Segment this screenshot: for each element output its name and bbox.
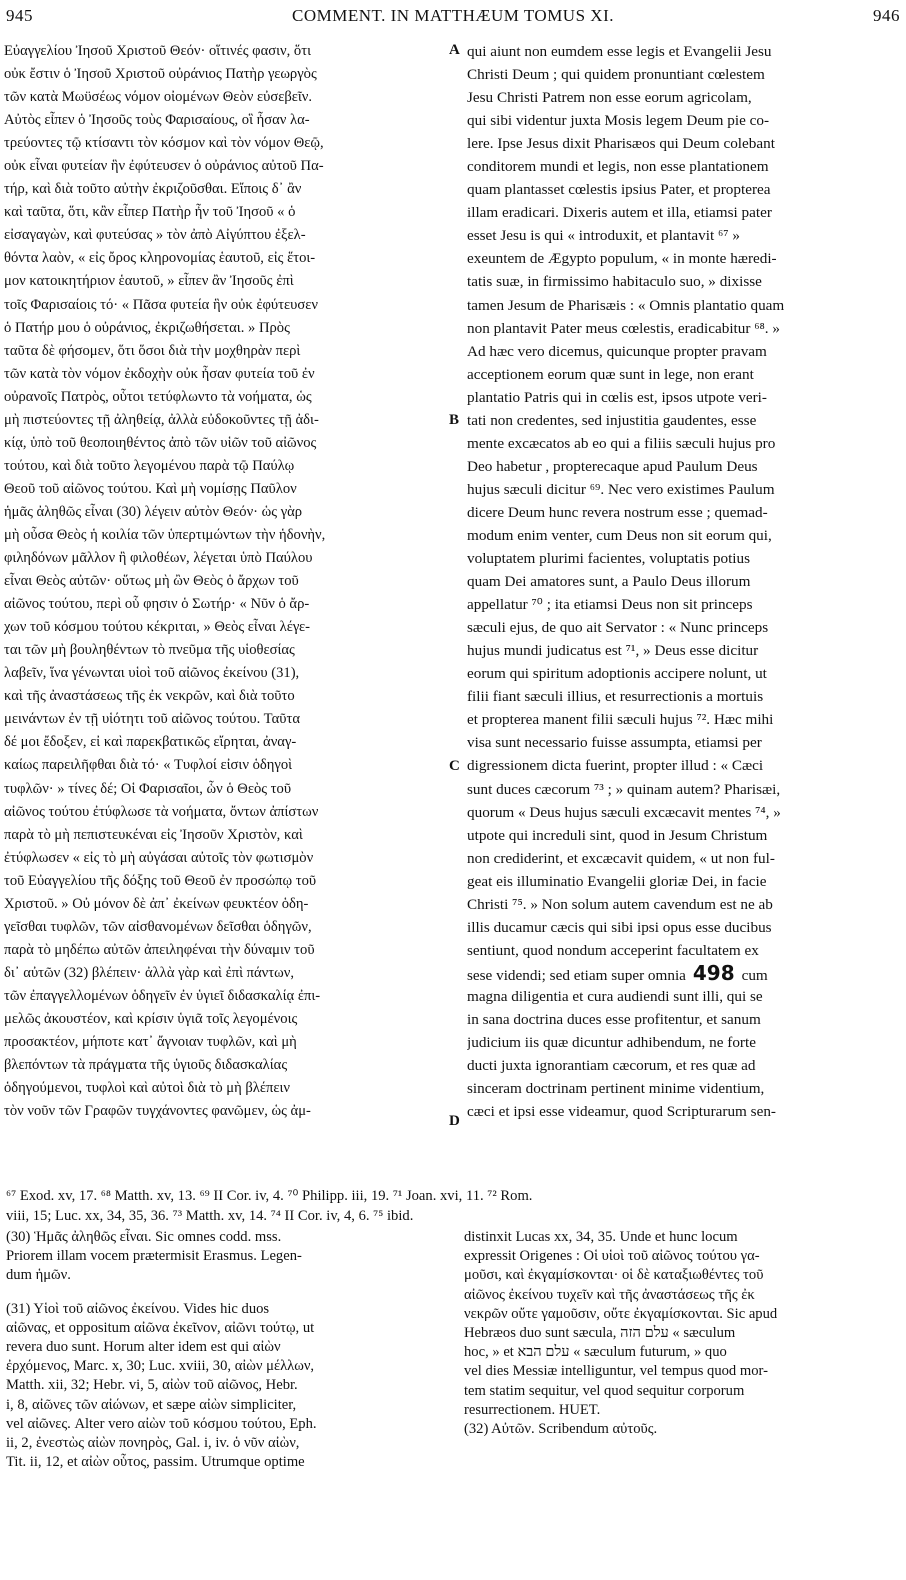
footnote-line: expressit Origenes : Οἱ υἱοὶ τοῦ αἰῶνος τούτου γα- bbox=[464, 1248, 760, 1265]
footnote-line: resurrectionem. HUET. bbox=[464, 1401, 601, 1418]
footnote-line: distinxit Lucas xx, 34, 35. Unde et hunc locum bbox=[464, 1229, 738, 1245]
greek-text-line: τῶν κατὰ Μωϋσέως νόμον οἰομένων Θεὸν εὐσεβεῖν. bbox=[4, 89, 313, 106]
greek-text-line: τούτου, καὶ διὰ τοῦτο λεγομένου παρὰ τῷ Παύλῳ bbox=[4, 457, 295, 474]
greek-text-line: εἰσαγαγὼν, καὶ φυτεύσας » τὸν ἀπὸ Αἰγύπτου ἐξελ- bbox=[4, 227, 306, 244]
latin-text-line: in sana doctrina duces esse profitentur, et sanum bbox=[467, 1010, 761, 1028]
latin-text-line: Ad hæc vero dicemus, quicunque propter pravam bbox=[467, 342, 767, 360]
greek-text-line: καίως παρειλῆφθαι διὰ τό· « Τυφλοί εἰσιν ὁδηγοὶ bbox=[4, 757, 293, 774]
footnote-line: ii, 2, ἐνεστὼς αἰὼν πονηρὸς, Gal. i, iv. ὁ νῦν αἰὼν, bbox=[6, 1434, 300, 1451]
latin-text-line: Christi Deum ; qui quidem pronuntiant cœlestem bbox=[467, 66, 765, 84]
footnote-line: revera duo sunt. Horum alter idem est qui αἰὼν bbox=[6, 1338, 281, 1355]
latin-text-line: illis ducamur cæcis qui sibi ipsi opus esse ducibus bbox=[467, 918, 772, 936]
footnote-line: αἰῶνος ἐκείνου τυχεῖν καὶ τῆς ἀναστάσεως τῆς ἐκ bbox=[464, 1286, 755, 1303]
footnote-line: Matth. xii, 32; Hebr. vi, 5, αἰὼν τοῦ αἰῶνος, Hebr. bbox=[6, 1377, 298, 1394]
latin-text-line: modum enim venter, cum Deus non sit eorum qui, bbox=[467, 526, 772, 544]
latin-text-line: non crediderint, et excæcavit quidem, « ut non ful- bbox=[467, 849, 775, 867]
greek-text-line: Θεοῦ τοῦ αἰῶνος τούτου. Καὶ μὴ νομίσῃς Παῦλον bbox=[4, 480, 297, 497]
greek-text-line: τὸν νοῦν τῶν Γραφῶν τυγχάνοντες φανῶμεν, ὡς ἀμ- bbox=[4, 1103, 311, 1120]
footnote-line: i, 8, αἰῶνες τῶν αἰώνων, et sæpe αἰὼν simpliciter, bbox=[6, 1396, 297, 1413]
running-title: COMMENT. IN MATTHÆUM TOMUS XI. bbox=[292, 6, 614, 25]
greek-text-line: ἡμᾶς ἀληθῶς εἶναι (30) λέγειν αὐτὸν Θεόν· ὡς γὰρ bbox=[4, 503, 303, 520]
greek-text-line: ὁ Πατήρ μου ὁ οὐράνιος, ἐκριζωθήσεται. » Πρὸς bbox=[4, 319, 290, 336]
latin-text-line: judicium iis quæ dicuntur adhibendum, ne forte bbox=[467, 1034, 756, 1052]
footnote-line: νεκρῶν οὔτε γαμοῦσιν, οὔτε ἐκγαμίσκονται. Sic apud bbox=[464, 1305, 778, 1322]
footnote-line: (30) Ἡμᾶς ἀληθῶς εἶναι. Sic omnes codd. mss. bbox=[6, 1229, 282, 1245]
section-marker-c: C bbox=[449, 758, 460, 774]
greek-text-line: ταῦτα δὲ φήσομεν, ὅτι ὅσοι διὰ τὴν μοχθηρὰν περὶ bbox=[4, 342, 301, 359]
latin-text-line: tamen Jesum de Pharisæis : « Omnis plantatio quam bbox=[467, 296, 785, 314]
greek-text-line: βλεπόντων τὰ πράγματα τῆς ὑγιοῦς διδασκαλίας bbox=[4, 1057, 288, 1074]
greek-text-line: κίᾳ, ὑπὸ τοῦ θεοποιηθέντος ἀπὸ τῶν υἱῶν τοῦ αἰῶνος bbox=[4, 434, 317, 451]
footnote-line: vel αἰῶνες. Alter vero αἰὼν τοῦ κόσμου τούτου, Eph. bbox=[6, 1415, 317, 1432]
greek-text-line: παρὰ τὸ μὴ πεπιστευκέναι εἰς Ἰησοῦν Χριστὸν, καὶ bbox=[4, 826, 303, 843]
greek-text-line: αἰῶνος τούτου ἐτύφλωσε τὰ νοήματα, ὄντων ἀπίστων bbox=[4, 803, 319, 820]
latin-text-line: quam Dei amatores sunt, a Paulo Deus illorum bbox=[467, 573, 751, 591]
latin-text-line: conditorem mundi et legis, non esse plantationem bbox=[467, 158, 769, 176]
latin-text-line: qui aiunt non eumdem esse legis et Evangelii Jesu bbox=[467, 43, 772, 60]
latin-text-line: digressionem dicta fuerint, propter illud : « Cæci bbox=[467, 757, 764, 775]
greek-text-line: εἶναι Θεὸς αὐτῶν· οὕτως μὴ ὢν Θεὸς ὁ ἄρχων τοῦ bbox=[4, 573, 299, 590]
footnotes-left bbox=[6, 1228, 442, 1472]
footnote-line: dum ἡμῶν. bbox=[6, 1267, 71, 1284]
latin-text-line: magna diligentia et cura audiendi sunt illi, qui se bbox=[467, 987, 763, 1005]
section-marker-a: A bbox=[449, 42, 460, 58]
latin-text-line: sæculi ejus, de quo ait Servator : « Nunc princeps bbox=[467, 619, 769, 637]
latin-text-line: eorum qui spiritum adoptionis accipere nolunt, ut bbox=[467, 665, 767, 683]
footnote-line: Hebræos duo sunt sæcula, עלם הזה « sæculum bbox=[464, 1324, 736, 1341]
latin-text-line: tati non credentes, sed injustitia gaudentes, esse bbox=[467, 411, 757, 429]
greek-text-line: αἰῶνος τούτου, περὶ οὗ φησιν ὁ Σωτήρ· « Νῦν ὁ ἄρ- bbox=[4, 596, 310, 613]
latin-text-line: filii fiant sæculi illius, et resurrectionis a mortuis bbox=[467, 688, 764, 706]
greek-text-line: γεῖσθαι τυφλῶν, τῶν αἰσθανομένων δεῖσθαι ὁδηγῶν, bbox=[4, 918, 312, 935]
greek-text-line: ὁδηγούμενοι, τυφλοὶ καὶ αὐτοὶ διὰ τὸ μὴ βλέπειν bbox=[4, 1080, 291, 1097]
greek-text-line: μὴ οὖσα Θεὸς ἡ κοιλία τῶν ὑπερτιμώντων τὴν ἡδονὴν, bbox=[4, 526, 326, 543]
greek-text-line: τρεύοντες τῷ κτίσαντι τὸν κόσμον καὶ τὸν νόμον Θεῷ, bbox=[4, 135, 324, 152]
latin-text-line: quam plantasset cœlestis ipsius Pater, et propterea bbox=[467, 181, 771, 199]
latin-text-line: tatis suæ, in firmissimo habitaculo suo, » dixisse bbox=[467, 273, 762, 291]
greek-text-line: Εὐαγγελίου Ἰησοῦ Χριστοῦ Θεόν· οἵτινές φασιν, ὅτι bbox=[4, 43, 312, 59]
section-marker-d: D bbox=[449, 1113, 460, 1129]
latin-text-line: dicere Deum hunc revera nostrum esse ; quemad- bbox=[467, 503, 768, 521]
footnote-line: αἰῶνας, et oppositum αἰῶνα ἐκεῖνον, αἰῶνι τούτῳ, ut bbox=[6, 1319, 315, 1336]
latin-text-line: et propterea manent filii sæculi hujus ⁷². Hæc mihi bbox=[467, 711, 774, 729]
latin-text-line: utpote qui increduli sint, quod in Jesum Christum bbox=[467, 826, 768, 844]
footnote-line: Priorem illam vocem prætermisit Erasmus. Legen- bbox=[6, 1248, 302, 1265]
greek-text-line: καὶ ταῦτα, ὅτι, κἂν εἶπερ Πατὴρ ἦν τοῦ Ἰησοῦ « ὁ bbox=[4, 204, 296, 221]
latin-text-line: visa sunt necessario fuisse assumpta, etiamsi per bbox=[467, 734, 762, 752]
greek-text-line: μὴ πιστεύοντες τῇ ἀληθείᾳ, ἀλλὰ εὐδοκοῦντες τῇ ἀδι- bbox=[4, 411, 319, 428]
greek-text-line: θόντα λαὸν, « εἰς ὄρος κληρονομίας ἑαυτοῦ, εἰς ἕτοι- bbox=[4, 250, 316, 267]
footnotes-right bbox=[464, 1228, 902, 1439]
greek-text-line: τοῦ Εὐαγγελίου τῆς δόξης τοῦ Θεοῦ ἐν προσώπῳ τοῦ bbox=[4, 872, 317, 889]
latin-text-line: acceptionem eorum quæ sunt in lege, non erant bbox=[467, 365, 754, 383]
footnote-line: ἐρχόμενος, Marc. x, 30; Luc. xviii, 30, αἰὼν μέλλων, bbox=[6, 1358, 315, 1375]
latin-text-line: illam eradicari. Dixeris autem et illa, etiamsi pater bbox=[467, 204, 772, 222]
footnote-line: (31) Υἱοὶ τοῦ αἰῶνος ἐκείνου. Vides hic duos bbox=[6, 1300, 270, 1317]
margin-number: 498 bbox=[685, 961, 742, 985]
greek-text-line: παρὰ τὸ μηδέπω αὐτῶν ἀπειληφέναι τὴν δύναμιν τοῦ bbox=[4, 941, 315, 958]
latin-text-line: cæci et ipsi esse videamur, quod Scripturarum sen- bbox=[467, 1103, 776, 1121]
latin-text-line: voluptatem plurimi facientes, voluptatis potius bbox=[467, 550, 751, 568]
footnote-line bbox=[6, 1286, 442, 1300]
footnote-line: tem statim sequitur, vel quod sequitur corporum bbox=[464, 1382, 745, 1399]
greek-text-line: μελῶς ἀκουστέον, καὶ κρίσιν ὑγιᾶ τοῖς λεγομένοις bbox=[4, 1010, 298, 1027]
latin-text-line: esset Jesu is qui « introduxit, et plantavit ⁶⁷ » bbox=[467, 227, 740, 245]
latin-text-line: Jesu Christi Patrem non esse eorum agricolam, bbox=[467, 89, 752, 107]
greek-text-line: καὶ τῆς ἀναστάσεως τῆς ἐκ νεκρῶν, καὶ διὰ τοῦτο bbox=[4, 688, 295, 705]
scripture-references bbox=[6, 1186, 902, 1226]
greek-text-line: τυφλῶν· » τίνες δέ; Οἱ Φαρισαῖοι, ὧν ὁ Θεὸς τοῦ bbox=[4, 780, 292, 797]
latin-text-line: sunt duces cæcorum ⁷³ ; » quinam autem? Pharisæi, bbox=[467, 780, 781, 798]
footnote-line: Tit. ii, 12, et αἰὼν οὗτος, passim. Utrumque optime bbox=[6, 1454, 305, 1471]
latin-text-line: quorum « Deus hujus sæculi excæcavit mentes ⁷⁴, » bbox=[467, 803, 781, 821]
latin-text-line: geat eis illuminatio Evangelii gloriæ Dei, in facie bbox=[467, 872, 767, 890]
footnote-line: vel dies Messiæ intelliguntur, vel tempus quod mor- bbox=[464, 1363, 768, 1380]
greek-text-line: μον κατοικητήριον ἑαυτοῦ, » εἶπεν ἂν Ἰησοῦς ἐπὶ bbox=[4, 273, 294, 290]
greek-text-line: λαβεῖν, ἵνα γένωνται υἱοὶ τοῦ αἰῶνος ἐκείνου (31), bbox=[4, 665, 300, 682]
latin-column bbox=[467, 40, 905, 1123]
greek-text-line: Αὐτὸς εἶπεν ὁ Ἰησοῦς τοὺς Φαρισαίους, οἳ ἦσαν λα- bbox=[4, 112, 310, 129]
latin-text-line: ducti juxta ignorantiam cæcorum, et res quæ ad bbox=[467, 1057, 756, 1075]
page-number-left: 945 bbox=[6, 6, 33, 25]
latin-text-line: exeuntem de Ægypto populum, « in monte hæredi- bbox=[467, 250, 777, 268]
greek-text-line: μεινάντων ἐν τῇ υἱότητι τοῦ αἰῶνος τούτου. Ταῦτα bbox=[4, 711, 300, 728]
greek-text-line: δι᾽ αὐτῶν (32) βλέπειν· ἀλλὰ γὰρ καὶ ἐπὶ πάντων, bbox=[4, 964, 294, 981]
latin-text-line: Deo habetur , propterecaque apud Paulum Deus bbox=[467, 457, 758, 475]
latin-text-line: lere. Ipse Jesus dixit Pharisæos qui Deum colebant bbox=[467, 135, 775, 153]
latin-text-line: sentiunt, quod nondum acceperint facultatem ex bbox=[467, 941, 759, 959]
latin-text-line: mente excæcatos ab eo qui a filiis sæculi hujus pro bbox=[467, 434, 776, 452]
footnote-line: μοῦσι, καὶ ἐκγαμίσκονται· οἱ δὲ καταξιωθέντες τοῦ bbox=[464, 1267, 764, 1284]
greek-text-line: χων τοῦ κόσμου τούτου κέκριται, » Θεὸς εἶναι λέγε- bbox=[4, 619, 311, 636]
greek-column bbox=[4, 40, 450, 1123]
latin-text-line: sese videndi; sed etiam super omnia 498 cum bbox=[467, 961, 768, 985]
page-number-right: 946 bbox=[873, 6, 900, 25]
latin-text-line: Christi ⁷⁵. » Non solum autem cavendum est ne ab bbox=[467, 895, 773, 913]
latin-text-line: appellatur ⁷⁰ ; ita etiamsi Deus non sit princeps bbox=[467, 596, 753, 614]
greek-text-line: φιληδόνων μᾶλλον ἢ φιλοθέων, λέγεται ὑπὸ Παύλου bbox=[4, 550, 313, 567]
latin-line-tail: cum bbox=[741, 966, 768, 984]
footnote-line: (32) Αὐτῶν. Scribendum αὐτοῦς. bbox=[464, 1420, 658, 1437]
greek-text-line: οὐκ ἔστιν ὁ Ἰησοῦ Χριστοῦ οὐράνιος Πατὴρ γεωργὸς bbox=[4, 66, 317, 83]
greek-text-line: προσακτέον, μήποτε κατ᾽ ἄγνοιαν τυφλῶν, καὶ μὴ bbox=[4, 1034, 297, 1051]
latin-text-line: plantatio Patris qui in cœlis est, ipsos utpote veri- bbox=[467, 388, 767, 406]
latin-text-line: non plantavit Pater meus cœlestis, eradicabitur ⁶⁸. » bbox=[467, 319, 780, 337]
running-header bbox=[6, 6, 900, 30]
reference-line: ⁶⁷ Exod. xv, 17. ⁶⁸ Matth. xv, 13. ⁶⁹ II Cor. iv, 4. ⁷⁰ Philipp. iii, 19. ⁷¹ Joan. xvi, 11. ⁷² Rom. bbox=[6, 1188, 533, 1204]
greek-text-line: δέ μοι ἔδοξεν, εἰ καὶ παρεκβατικῶς εἴρηται, ἀναγ- bbox=[4, 734, 297, 751]
greek-text-line: Χριστοῦ. » Οὐ μόνον δὲ ἀπ᾽ ἐκείνων φευκτέον ὁδη- bbox=[4, 895, 309, 912]
section-marker-b: B bbox=[449, 412, 460, 428]
greek-text-line: τῶν ἐπαγγελλομένων ὁδηγεῖν ἐν ὑγιεῖ διδασκαλίᾳ ἐπι- bbox=[4, 987, 321, 1004]
latin-text-line: qui sibi videntur juxta Mosis legem Deum pie co- bbox=[467, 112, 770, 130]
reference-line: viii, 15; Luc. xx, 34, 35, 36. ⁷³ Matth. xv, 14. ⁷⁴ II Cor. iv, 4, 6. ⁷⁵ ibid. bbox=[6, 1208, 414, 1224]
greek-text-line: ται τῶν μὴ βουληθέντων τὸ πνεῦμα τῆς υἱοθεσίας bbox=[4, 642, 295, 659]
greek-text-line: ἐτύφλωσεν « εἰς τὸ μὴ αὐγάσαι αὐτοῖς τὸν φωτισμὸν bbox=[4, 849, 314, 866]
latin-text-line: hujus sæculi dicitur ⁶⁹. Nec vero existimes Paulum bbox=[467, 480, 775, 498]
footnote-line: hoc, » et עלם הבא « sæculum futurum, » quo bbox=[464, 1344, 727, 1361]
greek-text-line: τοῖς Φαρισαίοις τό· « Πᾶσα φυτεία ἣν οὐκ ἐφύτευσεν bbox=[4, 296, 318, 313]
greek-text-line: τήρ, καὶ διὰ τοῦτο αὐτὴν ἐκριζοῦσθαι. Εἴποις δ᾽ ἂν bbox=[4, 181, 302, 198]
greek-text-line: οὐρανοῖς Πατρὸς, οὗτοι τετύφλωντο τὰ νοήματα, ὡς bbox=[4, 388, 312, 405]
greek-text-line: τῶν κατὰ τὸν νόμον ἐκδοχὴν οὐκ ἦσαν φυτεία τοῦ ἐν bbox=[4, 365, 315, 382]
greek-text-line: οὐκ εἶναι φυτείαν ἣν ἐφύτευσεν ὁ οὐράνιος αὐτοῦ Πα- bbox=[4, 158, 324, 175]
latin-text-line: sinceram doctrinam pertinent minime videntium, bbox=[467, 1080, 765, 1098]
latin-text-line: hujus mundi judicatus est ⁷¹, » Deus esse dicitur bbox=[467, 642, 759, 660]
